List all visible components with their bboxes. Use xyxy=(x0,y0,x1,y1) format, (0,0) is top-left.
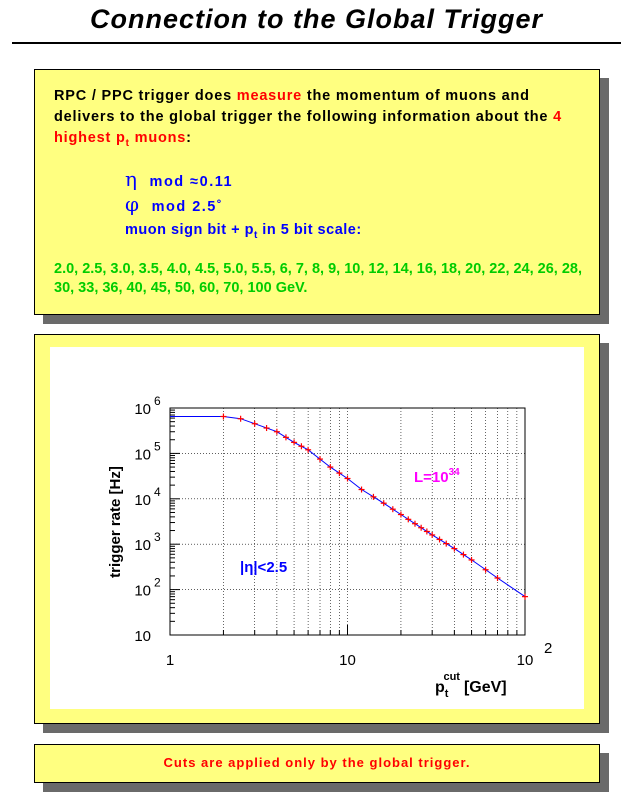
sign-sub: t xyxy=(253,229,258,241)
phi-symbol: φ xyxy=(125,192,141,216)
footer-note: Cuts are applied only by the global trigger. xyxy=(163,755,471,770)
data-point xyxy=(424,528,430,534)
y-tick-exponent: 2 xyxy=(154,575,161,590)
y-tick-label: 10 xyxy=(134,491,151,509)
phi-line xyxy=(125,192,223,216)
highest-tail: muons xyxy=(129,130,187,146)
data-point xyxy=(298,443,304,449)
intro-colon: : xyxy=(186,130,192,146)
x-label-unit: [GeV] xyxy=(463,679,507,696)
sign-line xyxy=(125,222,362,241)
plot-area xyxy=(50,347,584,709)
phi-text: mod 2.5˚ xyxy=(151,199,224,215)
trigger-rate-chart xyxy=(50,347,584,709)
intro-part2: the momentum of muons and delivers to the global trigger the following information about the xyxy=(54,88,554,125)
page-title: Connection to the Global Trigger xyxy=(89,4,543,34)
sign-tail: in 5 bit scale: xyxy=(257,222,362,238)
x-label-p: p xyxy=(435,679,445,696)
data-point xyxy=(495,575,501,581)
eta-symbol: η xyxy=(125,167,139,191)
data-point xyxy=(291,439,297,445)
lumi-base: L=10 xyxy=(414,469,449,486)
data-point xyxy=(252,421,258,427)
rate-curve xyxy=(170,417,525,597)
intro-part1: RPC / PPC trigger does xyxy=(54,88,237,104)
intro-text xyxy=(54,86,584,154)
y-axis-label: trigger rate [Hz] xyxy=(107,466,124,578)
data-point xyxy=(238,416,244,422)
eta-line xyxy=(125,167,233,191)
sign-text: muon sign bit + p xyxy=(125,222,254,238)
luminosity-label xyxy=(414,467,460,486)
y-tick-label: 10 xyxy=(134,401,151,418)
data-point xyxy=(429,532,435,538)
highest-text: 4 highest p xyxy=(54,109,562,146)
x-tick-exponent: 2 xyxy=(544,640,553,657)
grid xyxy=(170,408,525,635)
y-tick-exponent: 4 xyxy=(154,484,161,499)
x-tick-label: 10 xyxy=(516,652,534,669)
x-tick-labels xyxy=(166,640,553,669)
eta-text: mod ≈0.11 xyxy=(149,174,234,190)
eta-cut-label: |η|<2.5 xyxy=(240,559,288,576)
data-point xyxy=(274,429,280,435)
data-point xyxy=(390,506,396,512)
data-point xyxy=(412,521,418,527)
x-axis-label xyxy=(435,671,507,700)
y-tick-exponent: 3 xyxy=(154,530,161,545)
data-point xyxy=(220,413,226,419)
measure-word: measure xyxy=(236,88,303,104)
x-label-sup: cut xyxy=(443,671,460,683)
y-tick-label: 10 xyxy=(134,446,151,464)
data-point xyxy=(264,425,270,431)
pt-scale-values: 2.0, 2.5, 3.0, 3.5, 4.0, 4.5, 5.0, 5.5, 6, 7, 8, 9, 10, 12, 14, 16, 18, 20, 22, 24, 26, 28, 30, 33, 36, 40, 45, 50, 60, 70, 100 GeV. xyxy=(54,261,583,296)
data-point xyxy=(443,541,449,547)
data-point xyxy=(469,557,475,563)
data-point xyxy=(460,552,466,558)
info-panel xyxy=(34,69,600,315)
y-tick-label: 10 xyxy=(134,628,151,645)
data-point xyxy=(283,434,289,440)
data-point xyxy=(405,516,411,522)
data-point xyxy=(522,594,528,600)
data-point xyxy=(451,546,457,552)
data-point xyxy=(381,500,387,506)
data-point xyxy=(437,536,443,542)
y-tick-exponent: 5 xyxy=(154,439,161,454)
axis-ticks xyxy=(170,410,517,635)
y-tick-labels xyxy=(134,394,161,645)
y-tick-exponent: 6 xyxy=(154,394,161,408)
y-tick-label: 10 xyxy=(134,582,151,600)
title-rule xyxy=(12,42,621,44)
x-tick-label: 1 xyxy=(165,652,175,669)
data-point xyxy=(398,512,404,518)
x-tick-label: 10 xyxy=(339,652,356,669)
footer-panel xyxy=(34,744,600,783)
x-label-sub: t xyxy=(444,688,449,700)
data-point xyxy=(336,470,342,476)
lumi-exp: 34 xyxy=(448,467,460,478)
highest-sub: t xyxy=(125,137,130,149)
data-point xyxy=(418,525,424,531)
y-tick-label: 10 xyxy=(134,537,151,555)
chart-panel xyxy=(34,334,600,724)
